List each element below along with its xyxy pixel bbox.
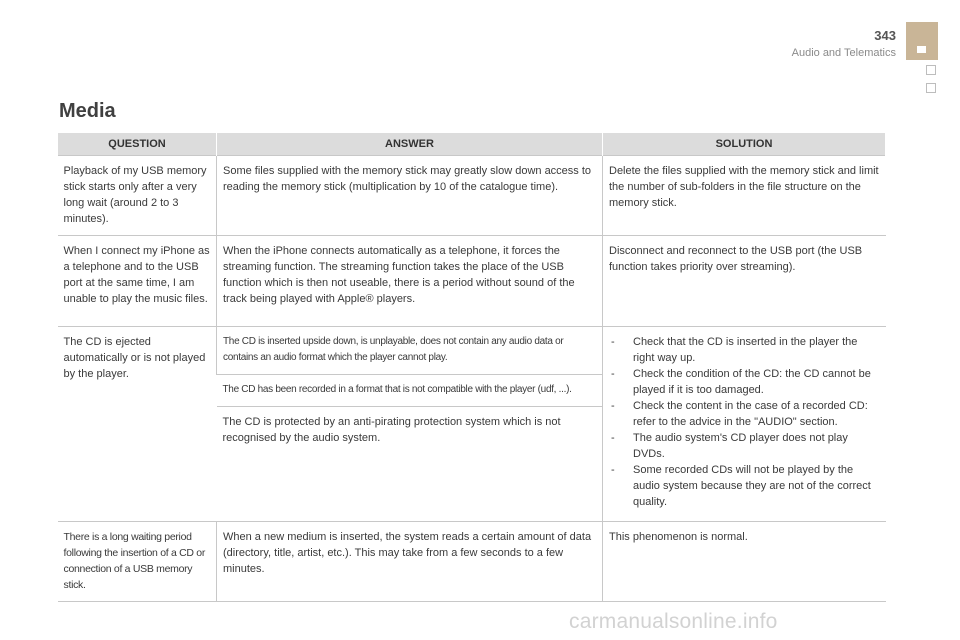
faq-table xyxy=(57,133,886,602)
page-number: 343 xyxy=(874,28,896,43)
answer-cell: The CD has been recorded in a format that is not compatible with the player (udf, ...). xyxy=(217,375,603,407)
table-row xyxy=(58,156,886,236)
question-cell: Playback of my USB memory stick starts only after a very long wait (around 2 to 3 minutes). xyxy=(58,156,217,236)
column-header-answer: ANSWER xyxy=(217,133,603,156)
table-row xyxy=(58,522,886,602)
question-cell: The CD is ejected automatically or is not played by the player. xyxy=(58,327,217,522)
solution-cell: Delete the files supplied with the memory stick and limit the number of sub-folders in the file structure on the memory stick. xyxy=(603,156,886,236)
table-header xyxy=(58,133,886,156)
table-row xyxy=(58,327,886,375)
section-label: Audio and Telematics xyxy=(791,47,896,59)
list-item: - The audio system's CD player does not play DVDs. xyxy=(609,430,880,462)
solution-list xyxy=(609,334,880,510)
list-item: - Check the condition of the CD: the CD cannot be played if it is too damaged. xyxy=(609,366,880,398)
answer-text: When the iPhone connects automatically as a telephone, it forces the streaming function. The streaming function takes the place of the USB function which is then not useable, there is a period without sound of the track being played with Apple® players. xyxy=(223,245,575,305)
list-item: - Check the content in the case of a recorded CD: refer to the advice in the "AUDIO" section. xyxy=(609,398,880,430)
list-item: - Some recorded CDs will not be played by the audio system because they are not of the correct quality. xyxy=(609,462,880,510)
solution-cell xyxy=(603,327,886,522)
list-item: - Check that the CD is inserted in the player the right way up. xyxy=(609,334,880,366)
answer-cell: Some files supplied with the memory stick may greatly slow down access to reading the memory stick (multiplication by 10 of the catalogue time). xyxy=(217,156,603,236)
solution-cell: Disconnect and reconnect to the USB port (the USB function takes priority over streaming). xyxy=(603,236,886,327)
chapter-tab-active[interactable] xyxy=(906,22,938,60)
answer-cell: When a new medium is inserted, the system reads a certain amount of data (directory, title, artist, etc.). This may take from a few seconds to a few minutes. xyxy=(217,522,603,602)
question-cell: When I connect my iPhone as a telephone and to the USB port at the same time, I am unable to play the music files. xyxy=(58,236,217,327)
solution-cell: This phenomenon is normal. xyxy=(603,522,886,602)
chapter-tab[interactable] xyxy=(926,83,936,93)
chapter-tab[interactable] xyxy=(926,65,936,75)
question-cell: There is a long waiting period following the insertion of a CD or connection of a USB memory stick. xyxy=(58,522,217,602)
table-row xyxy=(58,236,886,327)
page-title: Media xyxy=(59,100,116,122)
answer-cell xyxy=(217,236,603,327)
watermark: carmanualsonline.info xyxy=(569,610,778,633)
column-header-question: QUESTION xyxy=(58,133,217,156)
answer-cell: The CD is protected by an anti-pirating protection system which is not recognised by the audio system. xyxy=(217,407,603,522)
answer-cell: The CD is inserted upside down, is unplayable, does not contain any audio data or contains an audio format which the player cannot play. xyxy=(217,327,603,375)
column-header-solution: SOLUTION xyxy=(603,133,886,156)
